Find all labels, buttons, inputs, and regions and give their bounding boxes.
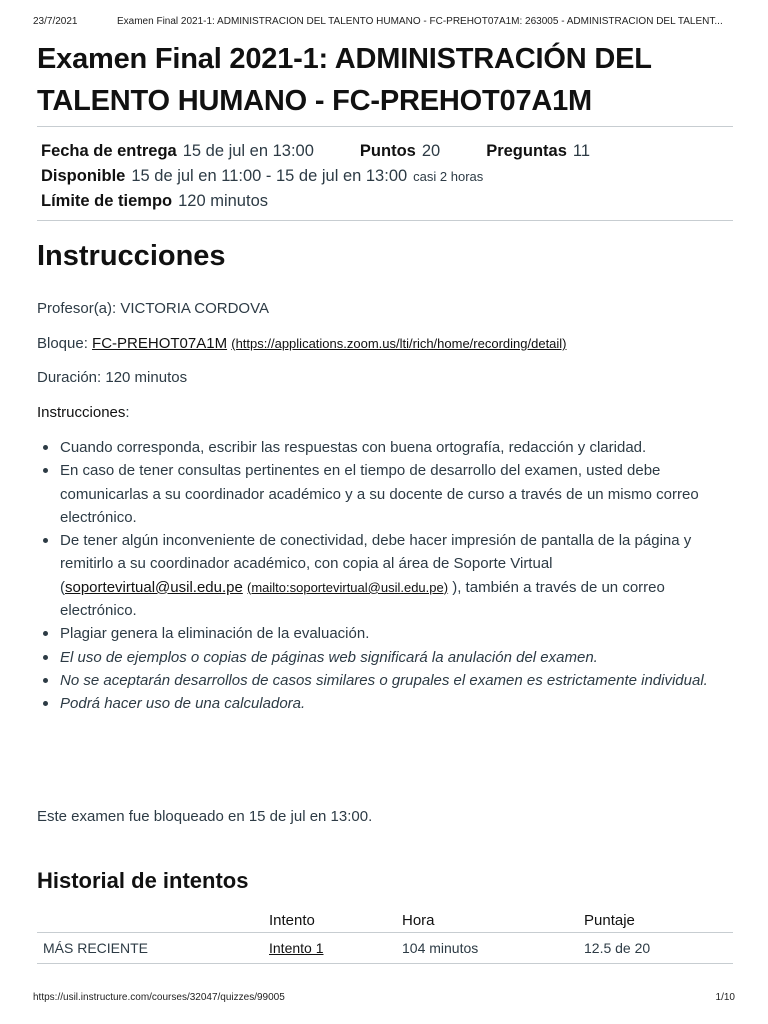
time-limit-value: 120 minutos: [178, 192, 268, 210]
print-date: 23/7/2021: [33, 16, 78, 27]
instructions-subheading: Instrucciones: [37, 404, 126, 421]
connectivity-text: De tener algún inconveniente de conectividad, debe hacer impresión de pantalla de la página y remitirlo a su coordinador académico, con copia al área de Soporte Virtual (: [60, 532, 692, 596]
list-item: El uso de ejemplos o copias de páginas web significará la anulación del examen.: [37, 646, 737, 669]
time-limit-label: Límite de tiempo: [41, 192, 173, 210]
support-mailto-link[interactable]: (mailto:soportevirtual@usil.edu.pe): [247, 579, 449, 595]
list-item: Cuando corresponda, escribir las respuestas con buena ortografía, redacción y claridad.: [37, 436, 737, 459]
divider: [37, 220, 733, 221]
professor-text: Profesor(a): VICTORIA CORDOVA: [37, 300, 269, 317]
row-label: MÁS RECIENTE: [43, 940, 149, 956]
support-email-link[interactable]: soportevirtual@usil.edu.pe: [65, 578, 243, 596]
instructions-heading: Instrucciones: [37, 240, 226, 272]
divider: [37, 126, 733, 127]
instructions-subheading-colon: :: [125, 404, 130, 421]
available-value: 15 de jul en 11:00 - 15 de jul en 13:00: [131, 167, 408, 185]
list-item: Podrá hacer uso de una calculadora.: [37, 692, 737, 715]
attempt-score: 12.5 de 20: [584, 940, 651, 956]
table-header: [37, 908, 733, 933]
block-label: Bloque:: [37, 335, 88, 352]
instructions-subheading-line: [37, 401, 737, 424]
block-link[interactable]: FC-PREHOT07A1M: [92, 335, 228, 352]
details-row-due: [41, 139, 731, 164]
questions-label: Preguntas: [486, 142, 567, 160]
lock-notice: Este examen fue bloqueado en 15 de jul en 13:00.: [37, 808, 373, 825]
list-item: Plagiar genera la eliminación de la evaluación.: [37, 622, 737, 645]
attempt-time: 104 minutos: [402, 940, 479, 956]
block-link-url[interactable]: (https://applications.zoom.us/lti/rich/home/recording/detail): [231, 336, 567, 351]
points-value: 20: [421, 142, 441, 160]
print-doc-title: Examen Final 2021-1: ADMINISTRACIÓN DEL TALENTO HUMANO - FC-PREHOT07A1M: 263005 - ADMINISTRACIÓN DEL TALENT...: [117, 16, 723, 27]
print-header: [33, 16, 735, 30]
list-item: [37, 529, 737, 622]
connectivity-text-end: ), también a través de un correo electrónico.: [60, 578, 665, 620]
attempt-history-table: [37, 908, 733, 964]
available-label: Disponible: [41, 167, 126, 185]
available-note: casi 2 horas: [413, 169, 484, 184]
print-url: https://usil.instructure.com/courses/32047/quizzes/99005: [33, 992, 285, 1003]
column-header-time: Hora: [402, 911, 435, 929]
list-item: No se aceptarán desarrollos de casos similares o grupales el examen es estrictamente individual.: [37, 669, 737, 692]
print-page-number: 1/10: [715, 992, 735, 1003]
column-header-attempt: Intento: [269, 911, 315, 929]
table-row: [37, 933, 733, 964]
attempt-link[interactable]: Intento 1: [269, 940, 324, 956]
details-row-available: [41, 164, 731, 189]
page-title: Examen Final 2021-1: ADMINISTRACIÓN DEL TALENTO HUMANO - FC-PREHOT07A1M: [37, 43, 652, 117]
rules-list: [37, 436, 737, 716]
column-header-score: Puntaje: [584, 911, 635, 929]
history-heading: Historial de intentos: [37, 868, 249, 893]
list-item: En caso de tener consultas pertinentes en el tiempo de desarrollo del examen, usted debe comunicarlas a su coordinador académico y a su docente de curso a través de un mismo correo electrónico.: [37, 459, 737, 529]
due-value: 15 de jul en 13:00: [182, 142, 314, 160]
details-row-time-limit: [41, 189, 731, 214]
block-line: [37, 332, 737, 355]
quiz-details: [41, 139, 731, 214]
due-label: Fecha de entrega: [41, 142, 177, 160]
print-footer: [33, 992, 735, 1003]
points-label: Puntos: [359, 142, 416, 160]
duration-text: Duración: 120 minutos: [37, 369, 188, 386]
questions-value: 11: [572, 142, 591, 160]
